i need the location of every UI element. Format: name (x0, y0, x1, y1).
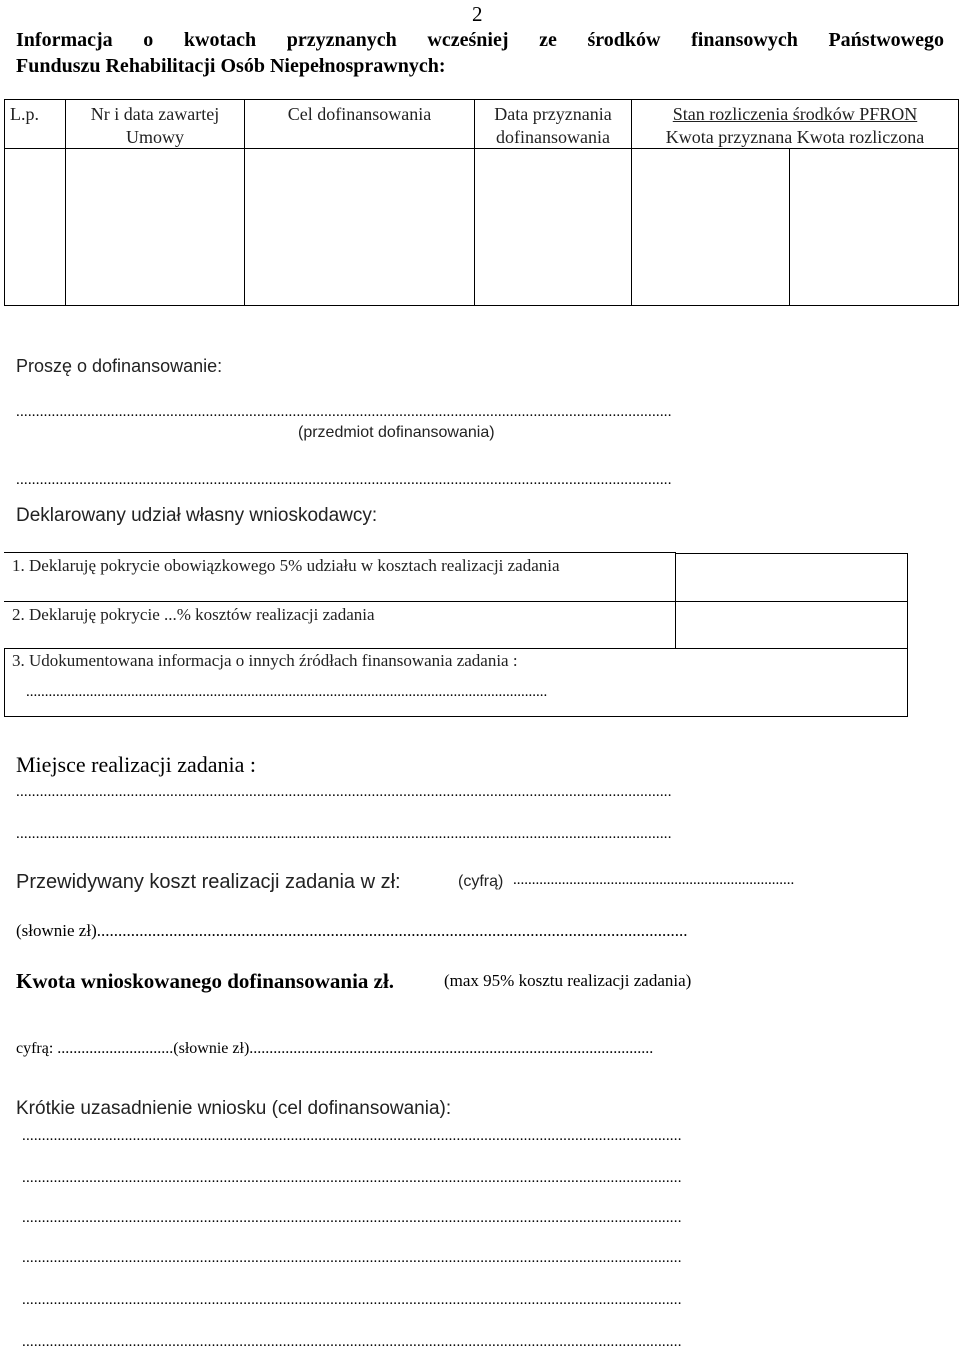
requested-label: Kwota wnioskowanego dofinansowania zł. (16, 969, 395, 993)
own-share-label: Deklarowany udział własny wnioskodawcy: (16, 505, 378, 526)
grants-table-col-divider (244, 99, 245, 306)
own-share-pct-box[interactable] (675, 601, 908, 649)
cost-label: Przewidywany koszt realizacji zadania w zł: (16, 871, 401, 893)
col-header-cel: Cel dofinansowania (287, 104, 432, 124)
other-sources-line[interactable]: ........................................................................................................................................... (26, 684, 548, 700)
justification-line[interactable]: ....................................................................................................................................................................... (22, 1128, 682, 1144)
request-label: Proszę o dofinansowanie: (16, 356, 223, 376)
cost-words-line[interactable]: (słownie zł)........................................................................................................................................... (16, 921, 688, 940)
justification-label: Krótkie uzasadnienie wniosku (cel dofinansowania): (16, 1098, 452, 1119)
cost-digits-line[interactable]: ........................................................................... (513, 872, 795, 888)
page-number: 2 (472, 2, 483, 26)
col-header-stan-line1: Stan rozliczenia środków PFRON (672, 104, 918, 124)
request-subject-caption: (przedmiot dofinansowania) (298, 424, 495, 441)
col-header-lp: L.p. (10, 104, 39, 124)
request-subject-line[interactable]: ...................................................................................................................................................................... (16, 404, 672, 420)
own-share-item2: 2. Deklaruję pokrycie ...% kosztów realizacji zadania (12, 605, 375, 624)
info-heading-line2: Funduszu Rehabilitacji Osób Niepełnosprawnych: (16, 55, 446, 77)
col-header-data-line2: dofinansowania (496, 127, 610, 147)
col-header-nr-line2: Umowy (126, 127, 184, 147)
col-header-stan-line2: Kwota przyznana Kwota rozliczona (665, 127, 925, 147)
own-share-5pct-box[interactable] (675, 553, 908, 602)
requested-amount-line[interactable]: cyfrą: .............................(słownie zł)..................................................................................................... (16, 1040, 654, 1057)
justification-line[interactable]: ....................................................................................................................................................................... (22, 1250, 682, 1266)
info-heading-line1: Informacja o kwotach przyznanych wcześniej ze środków finansowych Państwowego (16, 29, 944, 51)
cost-digits-label: (cyfrą) (458, 873, 504, 890)
request-subject-line-2[interactable]: ...................................................................................................................................................................... (16, 472, 672, 488)
location-label: Miejsce realizacji zadania : (16, 752, 257, 777)
requested-note: (max 95% kosztu realizacji zadania) (444, 971, 692, 990)
grants-table-header-divider (4, 148, 959, 149)
own-share-item1: 1. Deklaruję pokrycie obowiązkowego 5% udziału w kosztach realizacji zadania (12, 556, 560, 575)
own-share-item3: 3. Udokumentowana informacja o innych źródłach finansowania zadania : (12, 651, 518, 670)
location-line-2[interactable]: ...................................................................................................................................................................... (16, 826, 672, 842)
justification-line[interactable]: ....................................................................................................................................................................... (22, 1170, 682, 1186)
justification-line[interactable]: ....................................................................................................................................................................... (22, 1292, 682, 1308)
justification-line[interactable]: ....................................................................................................................................................................... (22, 1334, 682, 1350)
col-header-data-line1: Data przyznania (494, 104, 612, 124)
justification-line[interactable]: ....................................................................................................................................................................... (22, 1210, 682, 1226)
location-line-1[interactable]: ...................................................................................................................................................................... (16, 784, 672, 800)
grants-table-col-divider (789, 148, 790, 306)
col-header-nr-line1: Nr i data zawartej (90, 104, 220, 124)
own-share-top-line (4, 552, 676, 553)
